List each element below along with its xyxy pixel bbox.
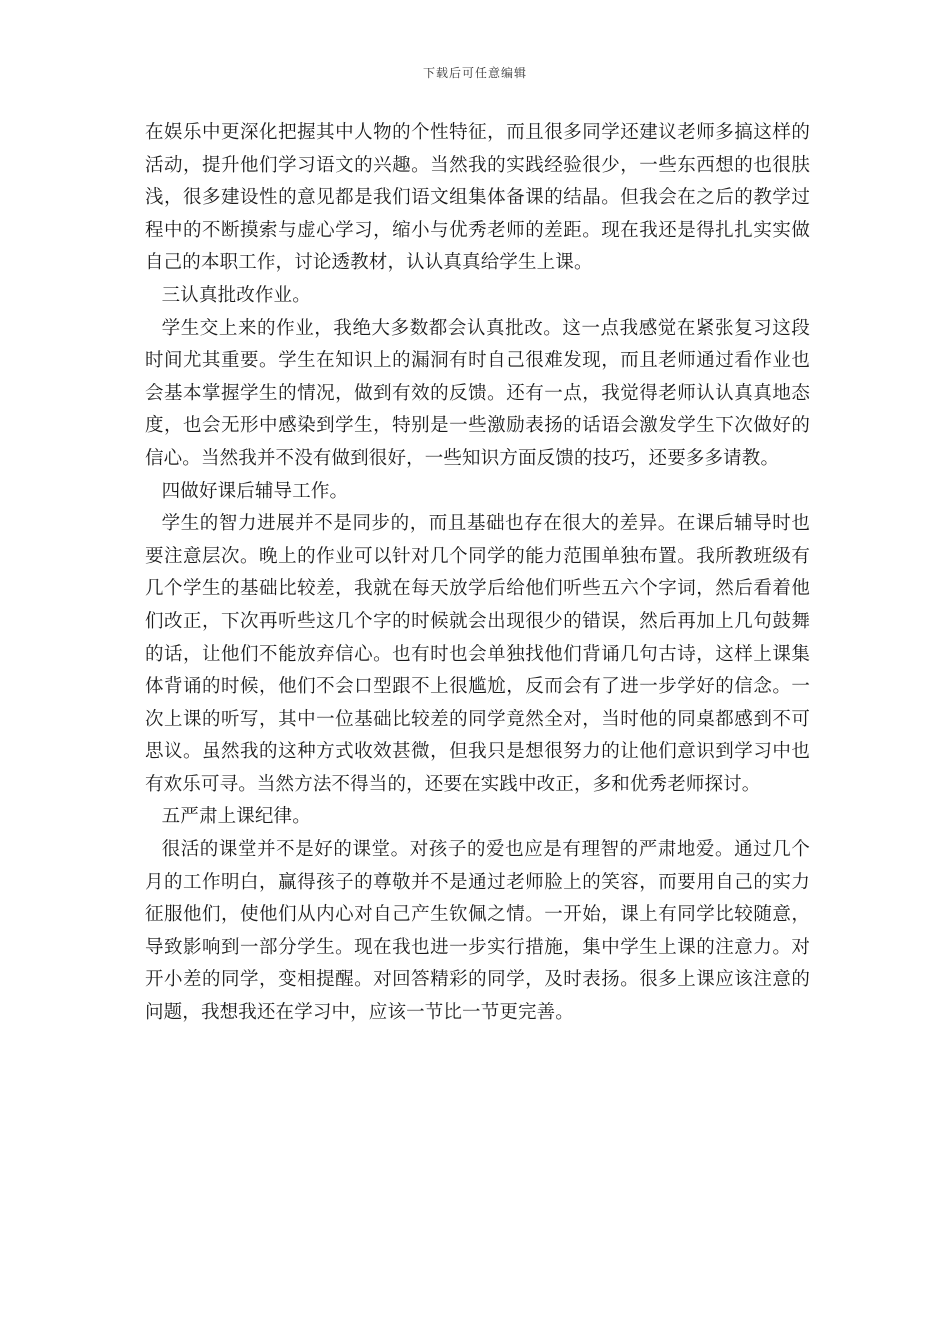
document-body xyxy=(145,117,810,1030)
section-heading-3: 三认真批改作业。 xyxy=(161,284,311,306)
section-heading-4: 四做好课后辅导工作。 xyxy=(161,480,349,502)
section-heading-5: 五严肃上课纪律。 xyxy=(161,806,311,828)
paragraph-homework: 学生交上来的作业，我绝大多数都会认真批改。这一点我感觉在紧张复习这段时间尤其重要。学生在知识上的漏洞有时自己很难发现，而且老师通过看作业也会基本掌握学生的情况，做到有效的反馈。还有一点，我觉得老师认认真真地态度，也会无形中感染到学生，特别是一些激励表扬的话语会激发学生下次做好的信心。当然我并不没有做到很好，一些知识方面反馈的技巧，还要多多请教。 xyxy=(145,317,810,469)
paragraph-tutoring: 学生的智力进展并不是同步的，而且基础也存在很大的差异。在课后辅导时也要注意层次。晚上的作业可以针对几个同学的能力范围单独布置。我所教班级有几个学生的基础比较差，我就在每天放学后给他们听些五六个字词，然后看着他们改正，下次再听些这几个字的时候就会出现很少的错误，然后再加上几句鼓舞的话，让他们不能放弃信心。也有时也会单独找他们背诵几句古诗，这样上课集体背诵的时候，他们不会口型跟不上很尴尬，反而会有了进一步学好的信念。一次上课的听写，其中一位基础比较差的同学竟然全对，当时他的同桌都感到不可思议。虽然我的这种方式收效甚微，但我只是想很努力的让他们意识到学习中也有欢乐可寻。当然方法不得当的，还要在实践中改正，多和优秀老师探讨。 xyxy=(145,513,810,795)
paragraph-continuation: 在娱乐中更深化把握其中人物的个性特征，而且很多同学还建议老师多搞这样的活动，提升他们学习语文的兴趣。当然我的实践经验很少，一些东西想的也很肤浅，很多建设性的意见都是我们语文组集体备课的结晶。但我会在之后的教学过程中的不断摸索与虚心学习，缩小与优秀老师的差距。现在我还是得扎扎实实做自己的本职工作，讨论透教材，认认真真给学生上课。 xyxy=(145,122,810,274)
paragraph-discipline: 很活的课堂并不是好的课堂。对孩子的爱也应是有理智的严肃地爱。通过几个月的工作明白，赢得孩子的尊敬并不是通过老师脸上的笑容，而要用自己的实力征服他们，使他们从内心对自己产生钦佩之情。一开始，课上有同学比较随意，导致影响到一部分学生。现在我也进一步实行措施，集中学生上课的注意力。对开小差的同学，变相提醒。对回答精彩的同学，及时表扬。很多上课应该注意的问题，我想我还在学习中，应该一节比一节更完善。 xyxy=(145,839,810,1024)
page-header: 下载后可任意编辑 xyxy=(422,66,527,80)
